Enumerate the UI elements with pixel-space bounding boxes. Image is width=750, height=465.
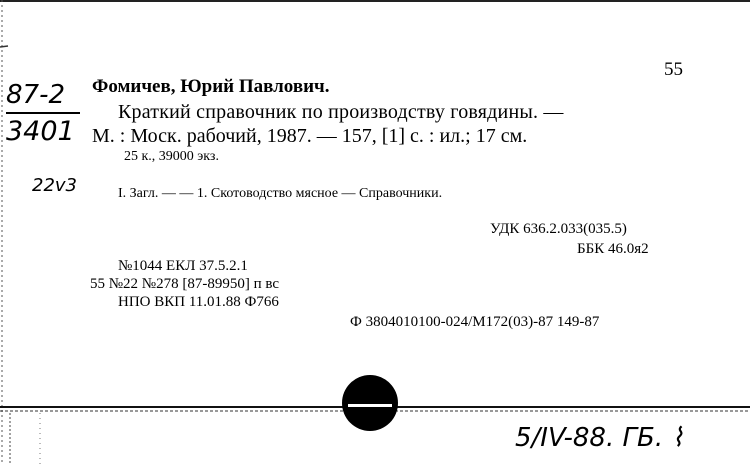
call-number-line2: 3401 bbox=[6, 116, 75, 147]
title-line: Краткий справочник по производству говядины. — bbox=[118, 101, 564, 123]
service-line-1: №1044 ЕКЛ 37.5.2.1 bbox=[118, 258, 248, 274]
isbn-line: Ф 3804010100-024/М172(03)-87 149-87 bbox=[350, 314, 600, 330]
author-heading: Фомичев, Юрий Павлович. bbox=[92, 76, 330, 97]
handwritten-code: 22v3 bbox=[32, 175, 78, 196]
punch-hole bbox=[342, 375, 398, 431]
handwritten-date: 5/IV-88. ГБ. ⌇ bbox=[515, 423, 685, 453]
tracings: I. Загл. — — 1. Скотоводство мясное — Справочники. bbox=[118, 186, 443, 201]
imprint-line: М. : Моск. рабочий, 1987. — 157, [1] с. : ил.; 17 см. bbox=[92, 125, 528, 147]
call-number-underline bbox=[6, 112, 80, 114]
edition-line: 25 к., 39000 экз. bbox=[124, 149, 219, 164]
page-number: 55 bbox=[664, 59, 683, 80]
service-line-2: 55 №22 №278 [87-89950] п вс bbox=[90, 276, 280, 292]
call-number-line1: 87-2 bbox=[6, 80, 66, 110]
punch-hole-slit bbox=[348, 404, 392, 407]
service-line-3: НПО ВКП 11.01.88 Ф766 bbox=[118, 294, 279, 310]
udk-code: УДК 636.2.033(035.5) bbox=[490, 221, 627, 237]
bbk-code: ББК 46.0я2 bbox=[577, 241, 649, 257]
